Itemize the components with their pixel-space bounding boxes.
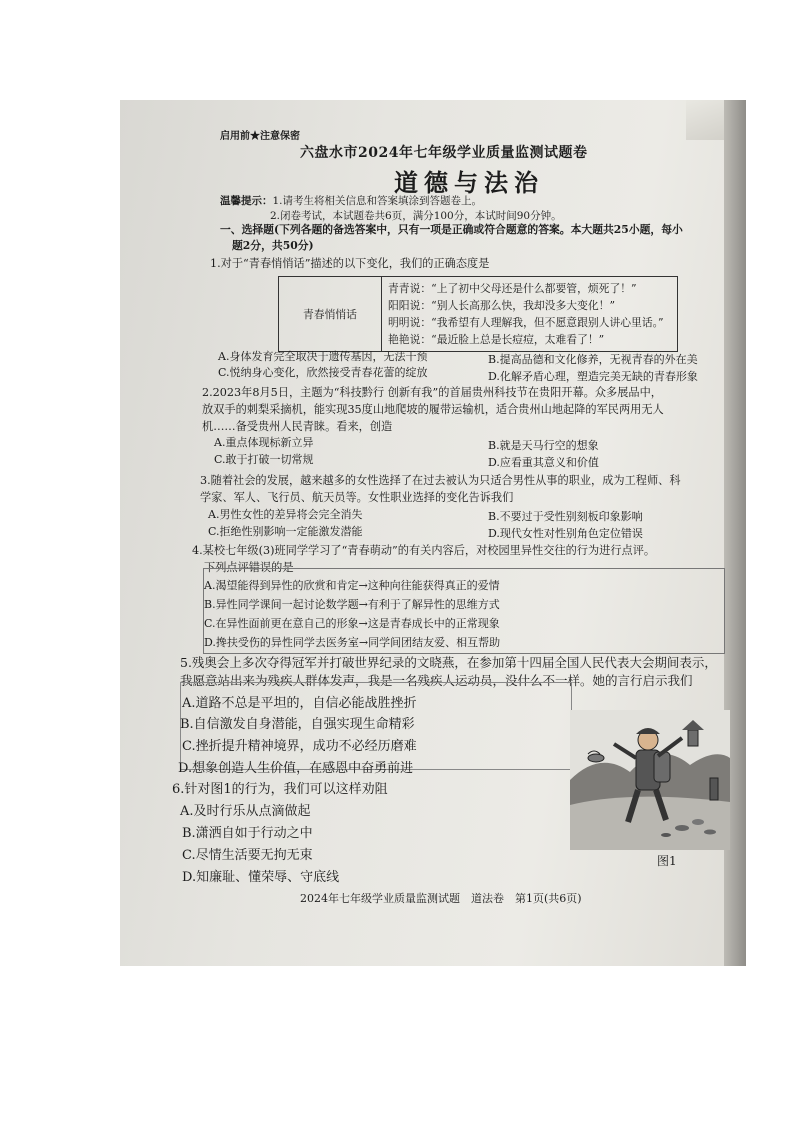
q5-stem-line: 5.残奥会上多次夺得冠军并打破世界纪录的文晓燕，在参加第十四届全国人民代表大会期间表示， [180,655,717,670]
litter [661,833,671,837]
q5-option-c: C.挫折提升精神境界，成功不必经历磨难 [182,739,417,754]
q4-option-c: C.在异性面前更在意自己的形象→这是青春成长中的正常现象 [204,617,500,630]
q1-option-c: C.悦纳身心变化，欣然接受青春花蕾的绽放 [218,366,428,379]
q4-stem-line: 4.某校七年级(3)班同学学习了“青春萌动”的有关内容后，对校园里异性交往的行为进行点评。 [192,544,656,557]
tips-line-2: 2.闭卷考试，本试题卷共6页，满分100分，本试时间90分钟。 [270,210,562,222]
q1-quote: 青青说：“上了初中父母还是什么都要管，烦死了！” [388,282,637,295]
litter [704,830,716,835]
q2-stem-line: 2.2023年8月5日，主题为“科技黔行 创新有我”的首届贵州科技节在贵阳开幕。众多展品中， [202,386,662,399]
q6-option-c: C.尽情生活要无拘无束 [182,848,313,863]
q1-quote: 艳艳说：“最近脸上总是长痘痘，太难看了！” [388,333,605,346]
q1-quote: 阳阳说：“别人长高那么快，我却没多大变化！” [388,299,615,312]
exam-title: 六盘水市2024年七年级学业质量监测试题卷 [300,145,588,161]
subject-title: 道德与法治 [394,168,544,197]
q1-quote-table [278,276,678,352]
q2-stem-line: 放双手的刺梨采摘机，能实现35度山地爬坡的履带运输机，适合贵州山地起降的军民两用无人 [202,403,664,416]
q3-option-b: B.不要过于受性别刻板印象影响 [488,510,643,523]
exam-paper-photo [120,100,746,966]
tips-text-1: 1.请考生将相关信息和答案填涂到答题卷上。 [272,195,483,207]
q1-table-label: 青春悄悄话 [279,277,382,352]
q5-option-a: A.道路不总是平坦的，自信必能战胜挫折 [182,696,417,711]
q5-option-b: B.自信激发自身潜能，自强实现生命精彩 [180,717,415,732]
q2-option-d: D.应看重其意义和价值 [488,456,599,469]
q4-option-d: D.搀扶受伤的异性同学去医务室→同学间团结友爱、相互帮助 [204,636,501,649]
q1-quote: 明明说：“我希望有人理解我，但不愿意跟别人讲心里话。” [388,316,664,329]
q2-option-b: B.就是天马行空的想象 [488,439,599,452]
q6-option-a: A.及时行乐从点滴做起 [180,804,311,819]
q6-stem: 6.针对图1的行为，我们可以这样劝阻 [172,782,388,797]
q2-option-c: C.敢于打破一切常规 [214,453,314,466]
trash-bin [710,778,718,800]
figure-1-cartoon [570,710,730,850]
q2-option-a: A.重点体现标新立异 [214,436,314,449]
q2-stem-line: 机……备受贵州人民青睐。看来，创造 [202,420,393,433]
tips-line-1 [220,193,482,208]
q6-option-d: D.知廉耻、懂荣辱、守底线 [182,870,340,885]
q1-table-quotes [382,277,678,352]
thrown-trash [588,754,604,762]
litter [692,819,704,825]
q3-option-a: A.男性女性的差异将会完全消失 [208,508,363,521]
q3-option-c: C.拒绝性别影响一定能激发潜能 [208,525,363,538]
q3-stem-line: 3.随着社会的发展，越来越多的女性选择了在过去被认为只适合男性从事的职业，成为工程师、科 [200,474,681,487]
secret-mark: 启用前★注意保密 [220,131,300,142]
litter [675,825,689,831]
q5-option-d: D.想象创造人生价值，在感恩中奋勇前进 [178,761,414,776]
pavilion [688,730,698,746]
q4-option-a: A.渴望能得到异性的欣赏和肯定→这种向往能获得真正的爱情 [204,579,500,592]
section-heading-cont: 题2分，共50分) [232,239,314,252]
q6-option-b: B.潇洒自如于行动之中 [182,826,313,841]
figure-1-label: 图1 [657,854,677,868]
q3-option-d: D.现代女性对性别角色定位错误 [488,527,643,540]
q1-stem: 1.对于“青春悄悄话”描述的以下变化，我们的正确态度是 [210,257,490,270]
q1-option-b: B.提高品德和文化修养，无视青春的外在美 [488,353,698,366]
q4-option-b: B.异性同学课间一起讨论数学题→有利于了解异性的思维方式 [204,598,500,611]
section-heading: 一、选择题(下列各题的备选答案中，只有一项是正确或符合题意的答案。本大题共25小题，每小 [220,223,683,236]
q1-option-d: D.化解矛盾心理，塑造完美无缺的青春形象 [488,370,698,383]
tips-label: 温馨提示： [220,195,273,207]
q3-stem-line: 学家、军人、飞行员、航天员等。女性职业选择的变化告诉我们 [200,491,514,504]
hiker-backpack [654,752,670,782]
cartoon-ground [570,797,730,850]
page-footer: 2024年七年级学业质量监测试题 道法卷 第1页(共6页) [300,892,582,905]
q5-stem-line: 我愿意站出来为残疾人群体发声，我是一名残疾人运动员，没什么不一样。她的言行启示我们 [180,673,693,688]
q1-option-a: A.身体发育完全取决于遗传基因，无法干预 [218,350,428,363]
q4-stem-line: 下列点评错误的是 [204,561,294,574]
